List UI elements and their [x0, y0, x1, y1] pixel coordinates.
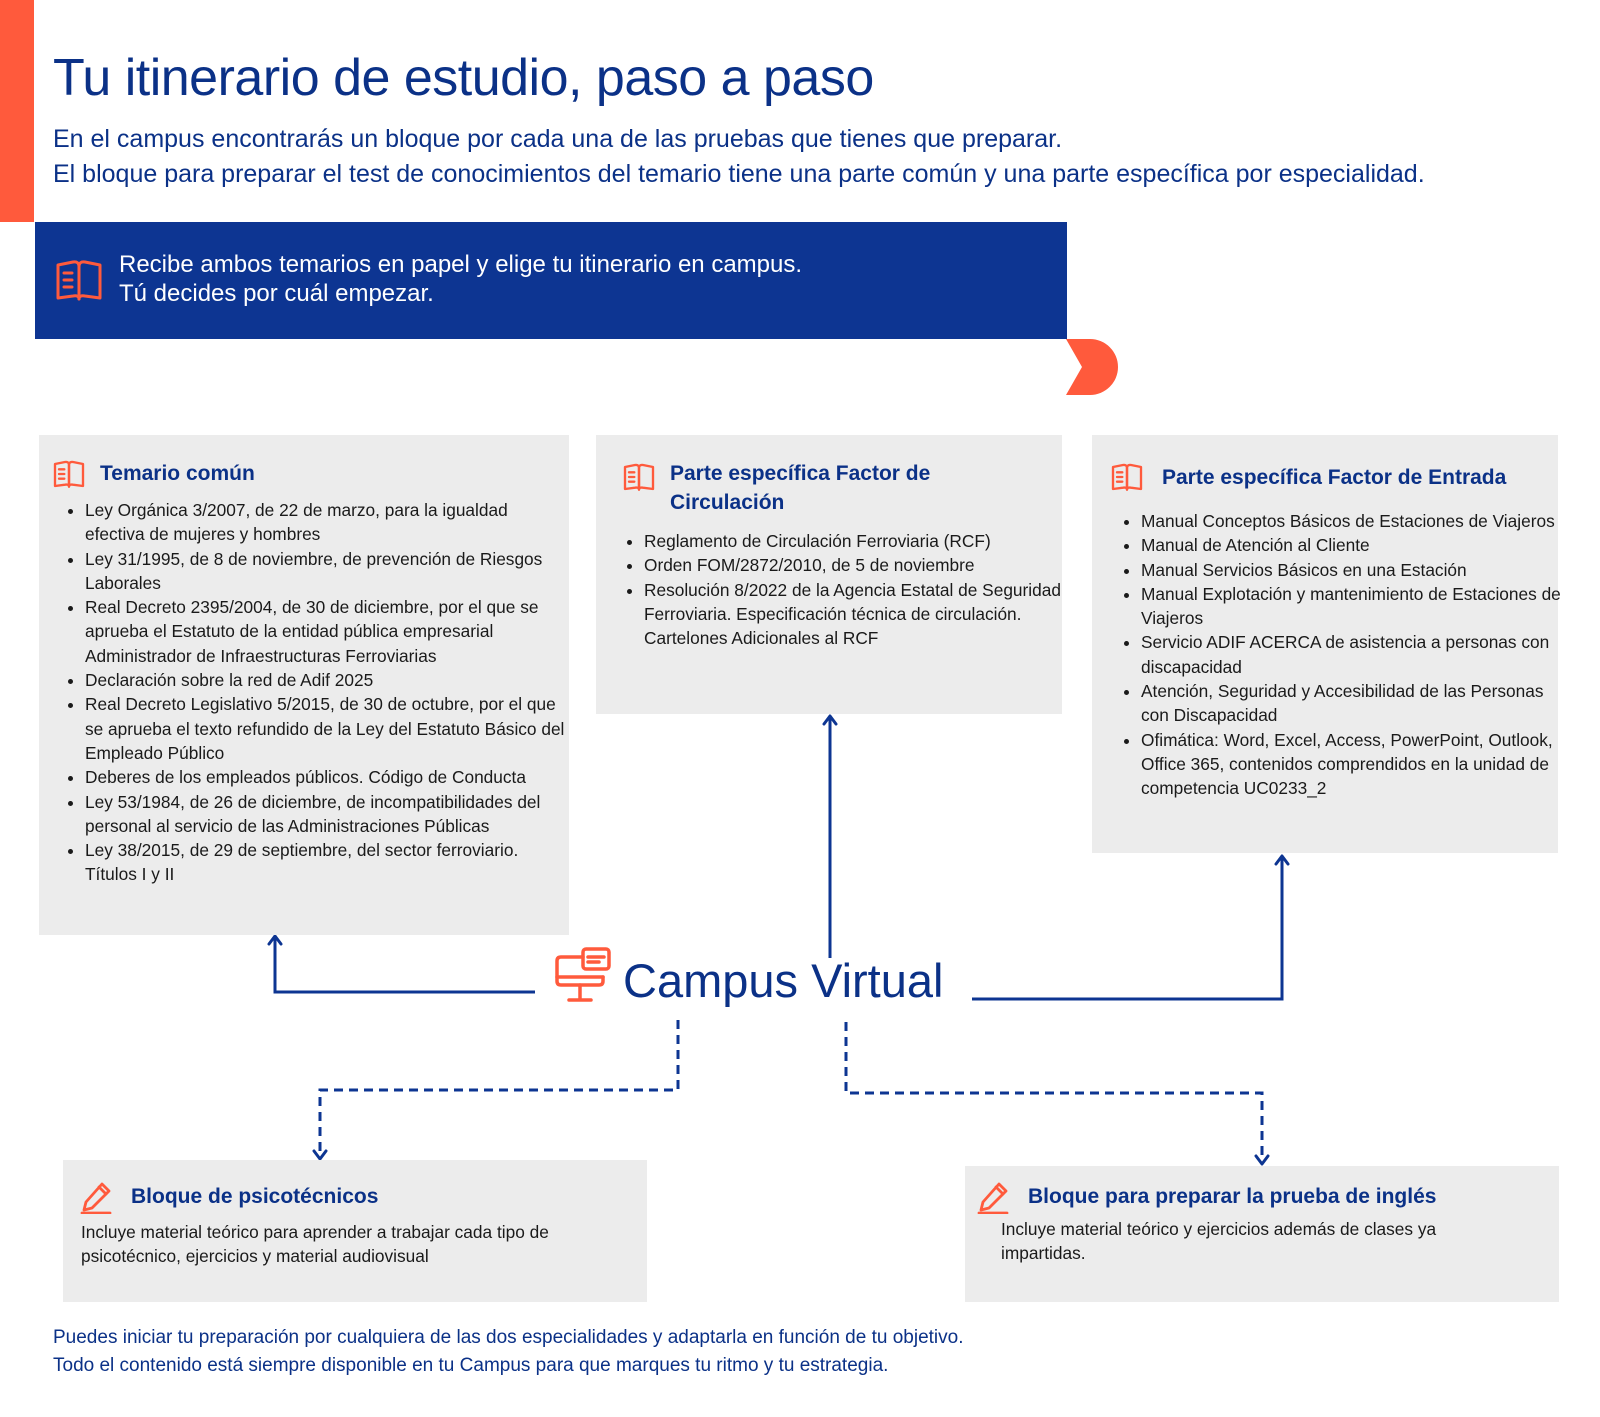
book-icon — [1111, 462, 1143, 492]
footer-line-2: Todo el contenido está siempre disponible en tu Campus para que marques tu ritmo y tu estrategia. — [53, 1355, 889, 1376]
card-temario-comun — [39, 435, 569, 935]
connector-comun — [275, 936, 535, 992]
connector-entrada — [972, 856, 1282, 999]
book-icon — [623, 462, 655, 492]
pencil-icon — [80, 1180, 114, 1214]
list-item: • Ofimática: Word, Excel, Access, PowerPoint, Outlook, Office 365, contenidos comprendidos en la unidad de competencia UC0233_2 — [1141, 728, 1566, 801]
list-item: • Ley 38/2015, de 29 de septiembre, del sector ferroviario. Títulos I y II — [85, 838, 571, 887]
list-item: • Reglamento de Circulación Ferroviaria (RCF) — [644, 529, 1064, 553]
list-item: • Declaración sobre la red de Adif 2025 — [85, 668, 571, 692]
connector-psicotecnicos — [320, 1020, 678, 1152]
banner-line-1: Recibe ambos temarios en papel y elige tu itinerario en campus. — [119, 251, 803, 278]
list-item: • Orden FOM/2872/2010, de 5 de noviembre — [644, 553, 1064, 577]
footer-line-1: Puedes iniciar tu preparación por cualquiera de las dos especialidades y adaptarla en función de tu objetivo. — [53, 1327, 964, 1348]
card-psicotecnicos — [63, 1160, 647, 1302]
card-title: Temario común — [100, 462, 255, 485]
list-item: • Ley 31/1995, de 8 de noviembre, de prevención de Riesgos Laborales — [85, 547, 571, 596]
card-factor-entrada — [1092, 435, 1561, 853]
list-item: • Real Decreto Legislativo 5/2015, de 30 de octubre, por el que se aprueba el texto refundido de la Ley del Estatuto Básico del Empleado Público — [85, 692, 571, 765]
list-item: • Manual de Atención al Cliente — [1141, 533, 1566, 557]
list-item: • Manual Conceptos Básicos de Estaciones de Viajeros — [1141, 509, 1566, 533]
list-item: • Deberes de los empleados públicos. Código de Conducta — [85, 765, 571, 789]
card-title-line-1: Parte específica Factor de — [670, 462, 931, 485]
connector-ingles — [846, 1022, 1262, 1157]
campus-virtual — [551, 945, 956, 1015]
list-item: • Servicio ADIF ACERCA de asistencia a personas con discapacidad — [1141, 630, 1566, 679]
list-item: • Resolución 8/2022 de la Agencia Estatal de Seguridad Ferroviaria. Especificación técnica de circulación. Cartelones Adicionales al RCF — [644, 578, 1064, 651]
card-title: Bloque de psicotécnicos — [131, 1185, 379, 1208]
list-item: • Manual Servicios Básicos en una Estación — [1141, 558, 1566, 582]
list-item: • Atención, Seguridad y Accesibilidad de las Personas con Discapacidad — [1141, 679, 1566, 728]
card-ingles — [965, 1166, 1559, 1302]
card-description: Incluye material teórico para aprender a trabajar cada tipo de psicotécnico, ejercicios y material audiovisual — [81, 1222, 549, 1267]
card-title-line-2: Circulación — [670, 491, 785, 514]
card-description: Incluye material teórico y ejercicios además de clases ya impartidas. — [1001, 1219, 1437, 1264]
list-item: • Manual Explotación y mantenimiento de Estaciones de Viajeros — [1141, 582, 1566, 631]
card-title: Parte específica Factor de Entrada — [1162, 466, 1507, 489]
card-title — [670, 459, 930, 517]
intro-line-1: En el campus encontrarás un bloque por cada una de las pruebas que tienes que preparar. — [53, 125, 1063, 153]
banner-line-2: Tú decides por cuál empezar. — [119, 280, 434, 307]
item-list — [622, 529, 1064, 650]
intro-line-2: El bloque para preparar el test de conocimientos del temario tiene una parte común y una parte específica por especialidad. — [53, 160, 1425, 188]
item-list — [63, 498, 571, 887]
card-factor-circulacion — [596, 435, 1062, 714]
card-title: Bloque para preparar la prueba de inglés — [1028, 1185, 1437, 1208]
book-icon — [53, 459, 85, 489]
list-item: • Real Decreto 2395/2004, de 30 de diciembre, por el que se aprueba el Estatuto de la entidad pública empresarial Administrador de Infraestructuras Ferroviarias — [85, 595, 571, 668]
computer-icon — [555, 947, 613, 1005]
list-item: • Ley 53/1984, de 26 de diciembre, de incompatibilidades del personal al servicio de las Administraciones Públicas — [85, 790, 571, 839]
pencil-icon — [977, 1180, 1011, 1214]
page-title: Tu itinerario de estudio, paso a paso — [53, 49, 874, 107]
item-list — [1119, 509, 1566, 801]
campus-label: Campus Virtual — [623, 954, 944, 1007]
footer-text — [53, 1324, 963, 1380]
list-item: • Ley Orgánica 3/2007, de 22 de marzo, para la igualdad efectiva de mujeres y hombres — [85, 498, 571, 547]
